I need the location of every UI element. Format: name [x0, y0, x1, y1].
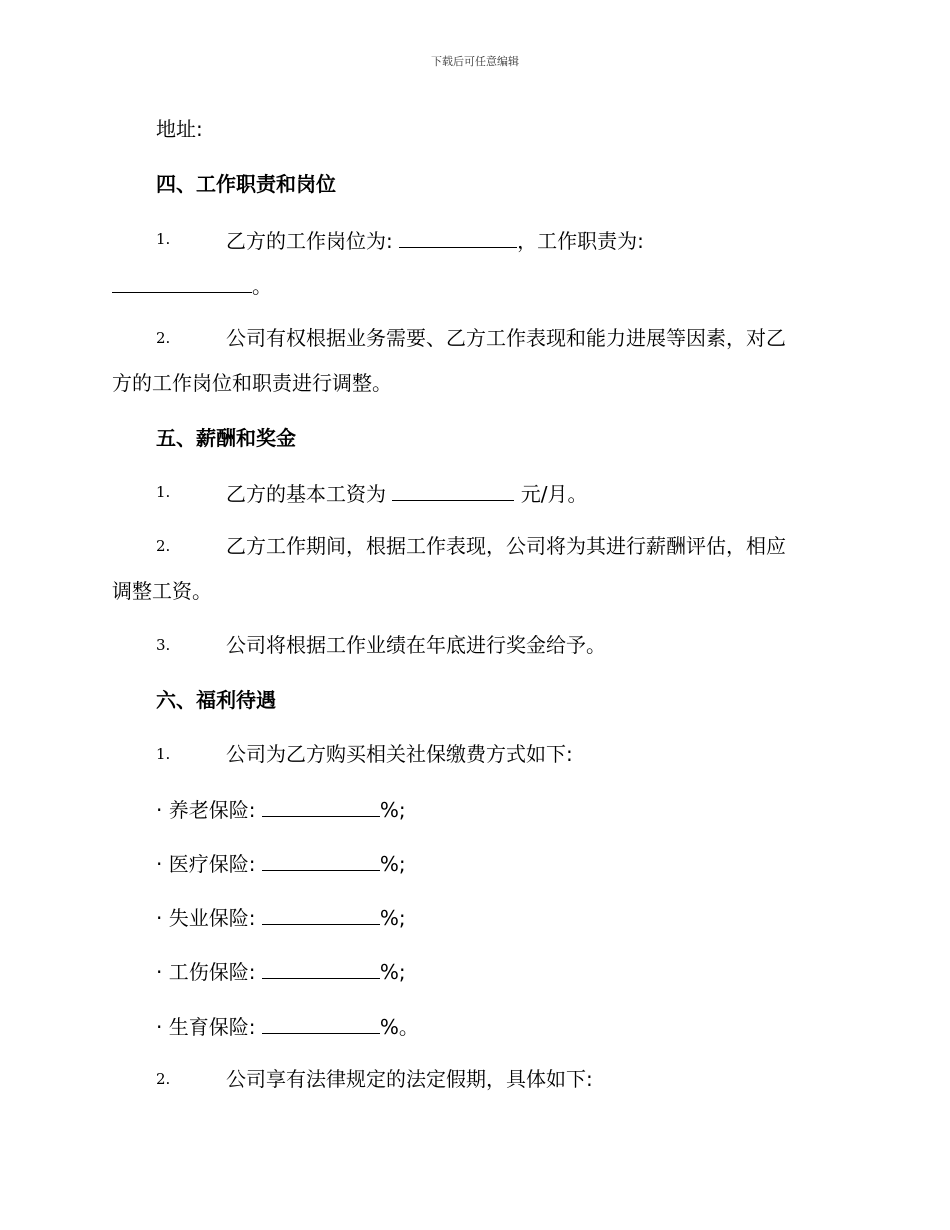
- insurance-label: · 养老保险:: [156, 798, 256, 822]
- insurance-rate-blank: [262, 1015, 380, 1034]
- base-salary-blank: [392, 482, 514, 501]
- insurance-maternity: [156, 1015, 419, 1037]
- insurance-label: · 工伤保险:: [156, 960, 256, 984]
- insurance-label: · 失业保险:: [156, 906, 256, 930]
- insurance-rate-blank: [262, 906, 380, 925]
- s5-item3-text: 公司将根据工作业绩在年底进行奖金给予。: [226, 633, 606, 657]
- insurance-rate-blank: [262, 960, 380, 979]
- insurance-suffix: %;: [379, 852, 406, 876]
- page-header: 下载后可任意编辑: [431, 55, 519, 68]
- s5-item1-number: 1.: [156, 483, 171, 501]
- s5-item1-text-b: 元/月。: [520, 482, 588, 506]
- insurance-unemployment: [156, 906, 406, 928]
- s5-item2-line2: 调整工资。: [112, 579, 212, 603]
- s4-item1-line: [226, 229, 644, 251]
- s6-item1-text: 公司为乙方购买相关社保缴费方式如下:: [226, 742, 573, 766]
- s5-item1-line: [226, 482, 587, 504]
- section4-title: 四、工作职责和岗位: [156, 172, 336, 196]
- insurance-suffix: %。: [379, 1015, 419, 1039]
- s4-item1-text-b: ，工作职责为:: [517, 229, 644, 253]
- s5-item3-number: 3.: [156, 636, 171, 654]
- insurance-rate-blank: [262, 798, 380, 817]
- job-duties-blank: [112, 274, 252, 293]
- insurance-label: · 生育保险:: [156, 1015, 256, 1039]
- section6-title: 六、福利待遇: [156, 688, 276, 712]
- s5-item2-number: 2.: [156, 537, 171, 555]
- s6-item2-text: 公司享有法律规定的法定假期，具体如下:: [226, 1067, 593, 1091]
- job-position-blank: [399, 229, 517, 248]
- s4-item1-number: 1.: [156, 230, 171, 248]
- insurance-suffix: %;: [379, 798, 406, 822]
- s4-item1-tail: 。: [252, 274, 272, 298]
- insurance-rate-blank: [262, 852, 380, 871]
- address-label: 地址:: [156, 117, 203, 141]
- s4-item1-line2: [112, 274, 272, 296]
- s6-item2-number: 2.: [156, 1070, 171, 1088]
- insurance-label: · 医疗保险:: [156, 852, 256, 876]
- s4-item2-line1: 公司有权根据业务需要、乙方工作表现和能力进展等因素，对乙: [226, 326, 786, 350]
- s4-item1-text-a: 乙方的工作岗位为:: [226, 229, 393, 253]
- insurance-suffix: %;: [379, 906, 406, 930]
- insurance-pension: [156, 798, 406, 820]
- s4-item2-line2: 方的工作岗位和职责进行调整。: [112, 371, 392, 395]
- insurance-medical: [156, 852, 406, 874]
- s4-item2-number: 2.: [156, 329, 171, 347]
- insurance-suffix: %;: [379, 960, 406, 984]
- insurance-injury: [156, 960, 406, 982]
- s5-item2-line1: 乙方工作期间，根据工作表现，公司将为其进行薪酬评估，相应: [226, 534, 786, 558]
- s5-item1-text-a: 乙方的基本工资为: [226, 482, 386, 506]
- s6-item1-number: 1.: [156, 745, 171, 763]
- section5-title: 五、薪酬和奖金: [156, 426, 296, 450]
